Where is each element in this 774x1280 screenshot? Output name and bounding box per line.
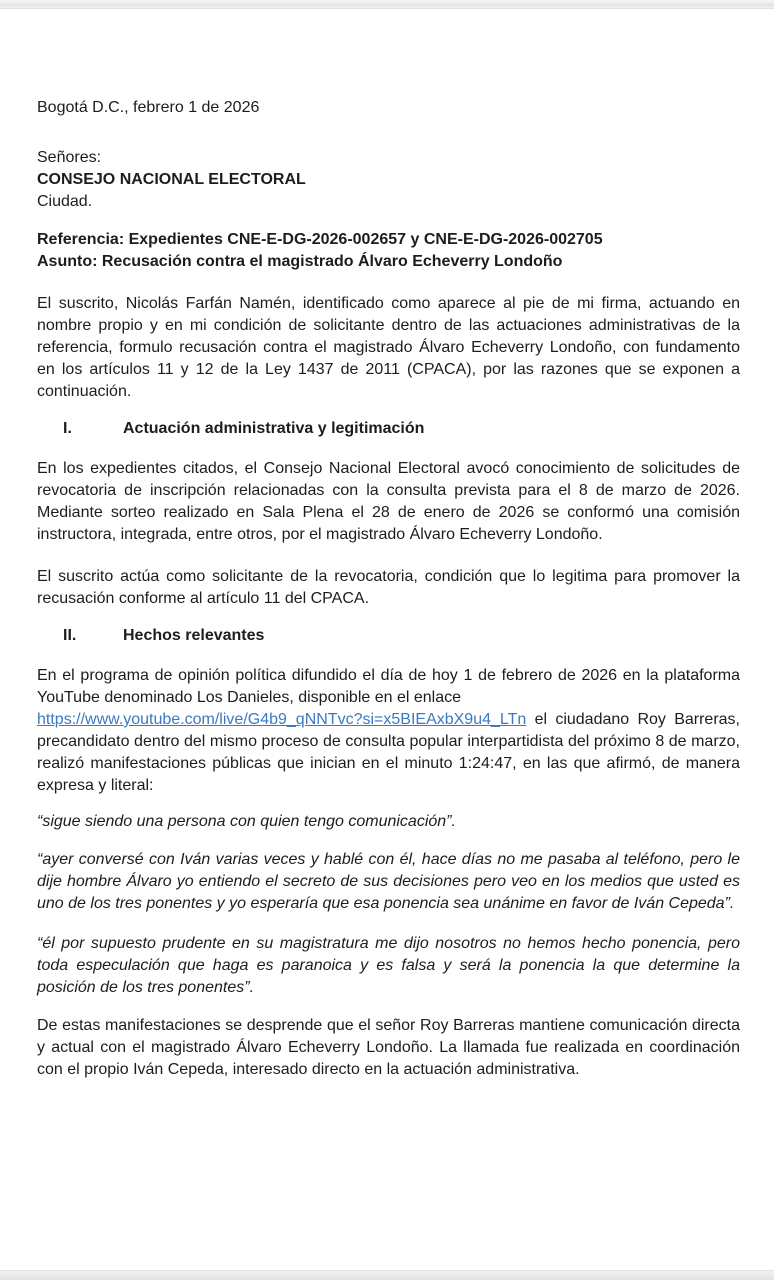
date-line: Bogotá D.C., febrero 1 de 2026 (37, 99, 260, 116)
facts-lead-paragraph (37, 665, 740, 797)
quote-paragraph: “sigue siendo una persona con quien tengo comunicación”. (37, 813, 456, 830)
section-1-title: Actuación administrativa y legitimación (123, 420, 425, 437)
reference-line: Referencia: Expedientes CNE-E-DG-2026-002657 y CNE-E-DG-2026-002705 (37, 231, 603, 248)
facts-lead-text: En el programa de opinión política difundido el día de hoy 1 de febrero de 2026 en la plataforma YouTube denominado Los Danieles, disponible en el enlace (37, 667, 740, 706)
youtube-link[interactable]: https://www.youtube.com/live/G4b9_qNNTvc?si=x5BIEAxbX9u4_LTn (37, 711, 527, 728)
section-1-number: I. (63, 420, 72, 437)
section-2-title: Hechos relevantes (123, 627, 265, 644)
recipient-city: Ciudad. (37, 193, 93, 210)
section-1-paragraph: En los expedientes citados, el Consejo Nacional Electoral avocó conocimiento de solicitudes de revocatoria de inscripción relacionadas con la consulta prevista para el 8 de marzo de 2026. Mediante sorteo realizado en Sala Plena el 28 de enero de 2026 se conformó una comisión instructora, integrada, entre otros, por el magistrado Álvaro Echeverry Londoño. (37, 460, 740, 543)
section-1-paragraph: El suscrito actúa como solicitante de la revocatoria, condición que lo legitima para promover la recusación conforme al artículo 11 del CPACA. (37, 568, 740, 607)
subject-line: Asunto: Recusación contra el magistrado Álvaro Echeverry Londoño (37, 253, 563, 270)
quote-paragraph: “ayer conversé con Iván varias veces y hablé con él, hace días no me pasaba al teléfono, pero le dije hombre Álvaro yo entiendo el secreto de sus decisiones pero veo en los medios que usted es uno de los tres ponentes y yo esperaría que esa ponencia sea unánime en favor de Iván Cepeda”. (37, 851, 740, 912)
section-2-heading (37, 625, 740, 647)
section-1-heading (37, 418, 740, 440)
facts-lead-continuation: el ciudadano Roy Barreras, precandidato dentro del mismo proceso de consulta popular interpartidista del próximo 8 de marzo, realizó manifestaciones públicas que inician en el minuto 1:24:47, en las que afirmó, de manera expresa y literal: (37, 711, 740, 794)
quote-paragraph: “él por supuesto prudente en su magistratura me dijo nosotros no hemos hecho ponencia, pero toda especulación que haga es paranoica y es falsa y será la ponencia la que determine la posición de los tres ponentes”. (37, 935, 740, 996)
intro-paragraph: El suscrito, Nicolás Farfán Namén, identificado como aparece al pie de mi firma, actuando en nombre propio y en mi condición de solicitante dentro de las actuaciones administrativas de la referencia, formulo recusación contra el magistrado Álvaro Echeverry Londoño, con fundamento en los artículos 11 y 12 de la Ley 1437 de 2011 (CPACA), por las razones que se exponen a continuación. (37, 295, 740, 400)
recipient-block (37, 147, 740, 213)
recipient-salutation: Señores: (37, 149, 102, 166)
section-2-number: II. (63, 627, 77, 644)
reference-block (37, 229, 740, 273)
closing-paragraph: De estas manifestaciones se desprende que el señor Roy Barreras mantiene comunicación directa y actual con el magistrado Álvaro Echeverry Londoño. La llamada fue realizada en coordinación con el propio Iván Cepeda, interesado directo en la actuación administrativa. (37, 1017, 740, 1078)
photo-bottom-edge (0, 1270, 774, 1280)
recipient-name: CONSEJO NACIONAL ELECTORAL (37, 171, 306, 188)
